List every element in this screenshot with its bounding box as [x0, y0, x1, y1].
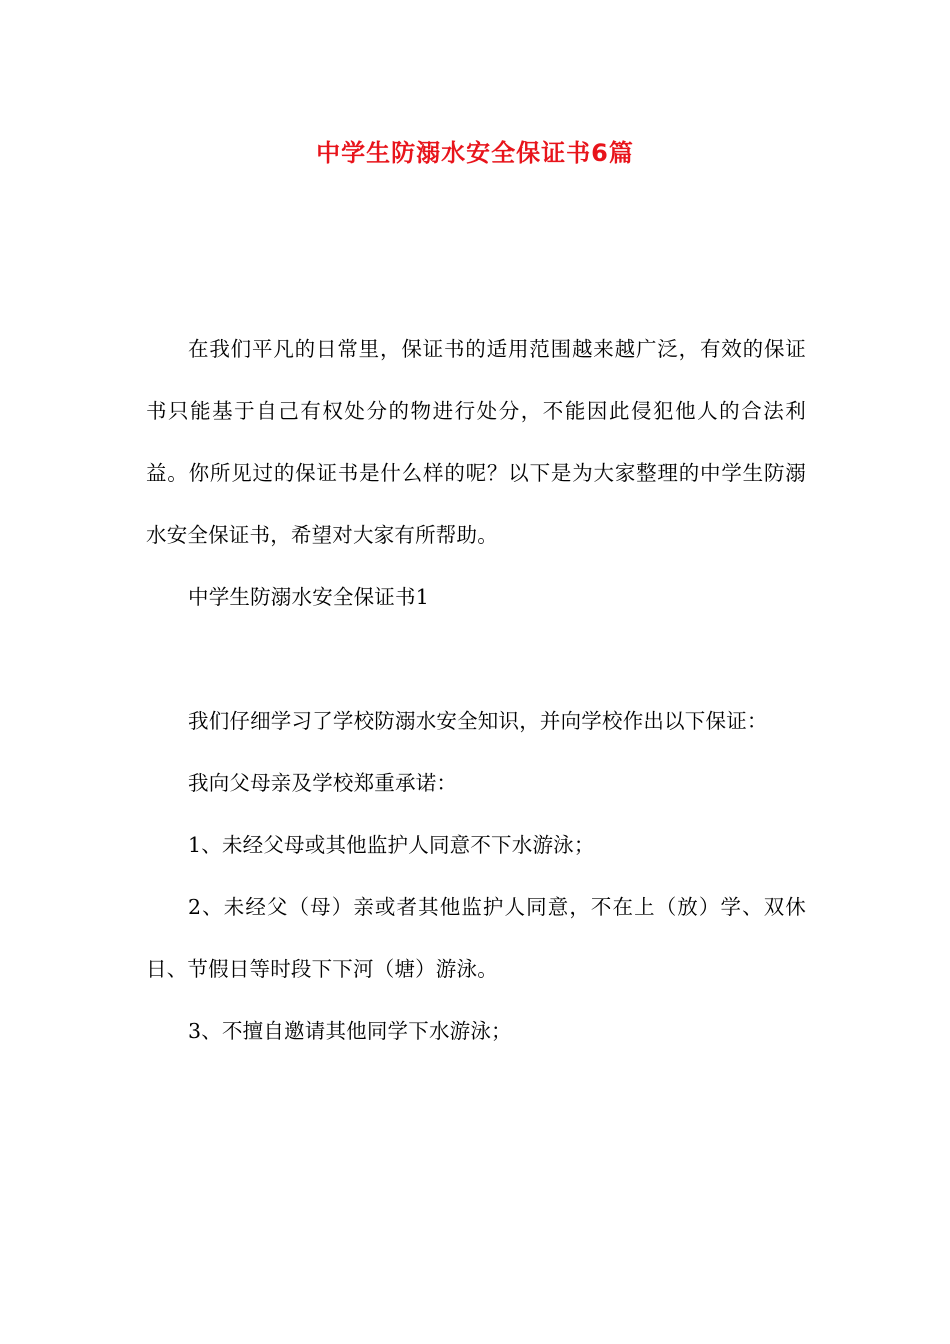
intro-paragraph: 在我们平凡的日常里，保证书的适用范围越来越广泛，有效的保证书只能基于自己有权处分的物进行处分，不能因此侵犯他人的合法利益。你所见过的保证书是什么样的呢？以下是为大家整理的中学生防溺水安全保证书，希望对大家有所帮助。	[146, 337, 806, 547]
list-item-1: 1、未经父母或其他监护人同意不下水游泳；	[188, 833, 595, 857]
body-paragraph-2: 我向父母亲及学校郑重承诺：	[188, 771, 458, 795]
body-paragraph-1: 我们仔细学习了学校防溺水安全知识，并向学校作出以下保证：	[188, 709, 768, 733]
document-title: 中学生防溺水安全保证书6篇	[316, 139, 634, 167]
section-heading: 中学生防溺水安全保证书1	[188, 585, 429, 609]
section-spacer	[146, 628, 806, 690]
list-item-2: 2、未经父（母）亲或者其他监护人同意，不在上（放）学、双休日、节假日等时段下下河（塘）游泳。	[146, 895, 806, 981]
document-body	[146, 318, 806, 1062]
list-item-3: 3、不擅自邀请其他同学下水游泳；	[188, 1019, 512, 1043]
